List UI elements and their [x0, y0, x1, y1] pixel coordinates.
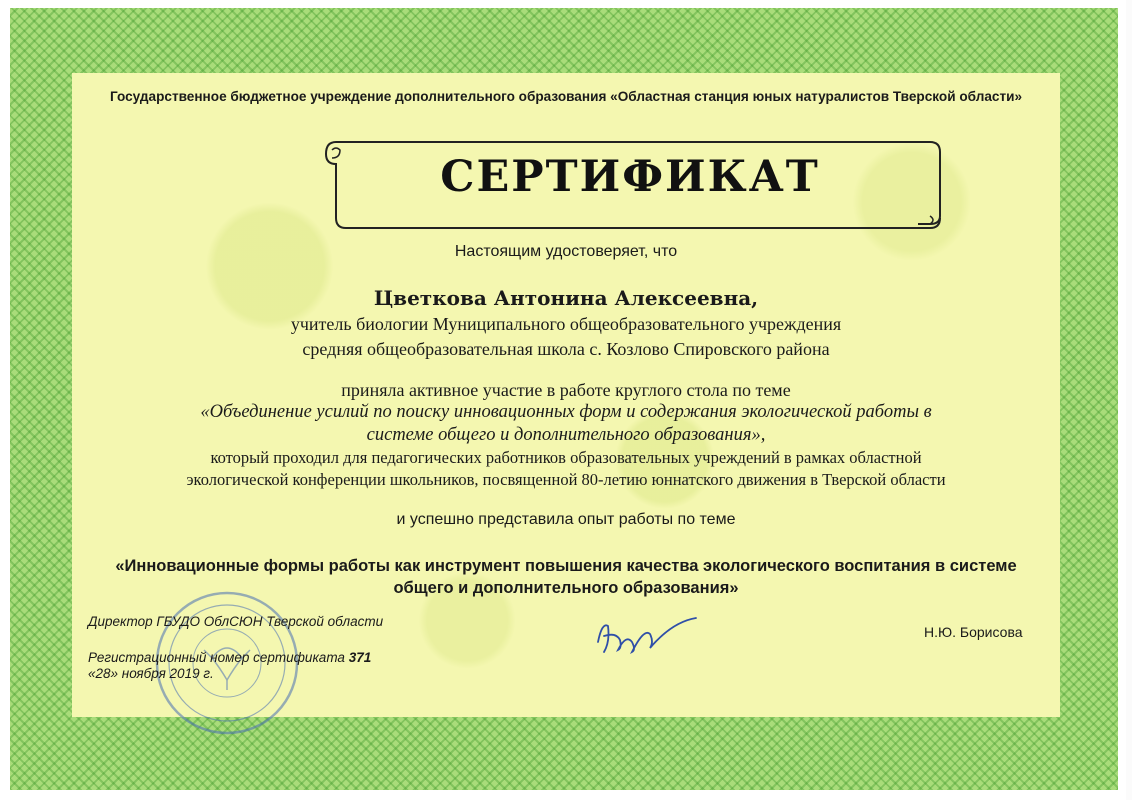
director-title: Директор ГБУДО ОблСЮН Тверской области	[88, 614, 384, 629]
topic-line-2: системе общего и дополнительного образования»,	[366, 425, 766, 445]
presented-text: и успешно представила опыт работы по теме	[396, 511, 736, 528]
registration-number-line	[88, 650, 371, 665]
registration-label: Регистрационный номер сертификата	[88, 650, 345, 665]
director-signature	[592, 612, 702, 662]
position-line-1: учитель биологии Муниципального общеобразовательного учреждения	[290, 314, 842, 334]
scan-edge	[1126, 0, 1132, 800]
position-line-2: средняя общеобразовательная школа с. Козлово Спировского района	[302, 339, 830, 359]
event-line-1: который проходил для педагогических работников образовательных учреждений в рамках областной	[210, 448, 922, 467]
recipient-name: Цветкова Антонина Алексеевна,	[373, 286, 759, 310]
certificate-date: «28» ноября 2019 г.	[88, 666, 214, 681]
experience-topic-line-2: общего и дополнительного образования»	[393, 579, 739, 597]
organization-name: Государственное бюджетное учреждение дополнительного образования «Областная станция юных натуралистов Тверской области»	[109, 89, 1023, 104]
participation-text: приняла активное участие в работе круглого стола по теме	[341, 380, 791, 400]
director-name: Н.Ю. Борисова	[924, 624, 1023, 640]
experience-topic-line-1: «Инновационные формы работы как инструмент повышения качества экологического воспитания в системе	[115, 557, 1017, 575]
certificate-title: СЕРТИФИКАТ	[440, 152, 820, 202]
certifies-text: Настоящим удостоверяет, что	[454, 243, 678, 260]
event-line-2: экологической конференции школьников, посвященной 80-летию юннатского движения в Тверской области	[186, 470, 946, 489]
registration-number: 371	[348, 650, 372, 665]
topic-line-1: «Объединение усилий по поиску инновационных форм и содержания экологической работы в	[200, 402, 932, 422]
